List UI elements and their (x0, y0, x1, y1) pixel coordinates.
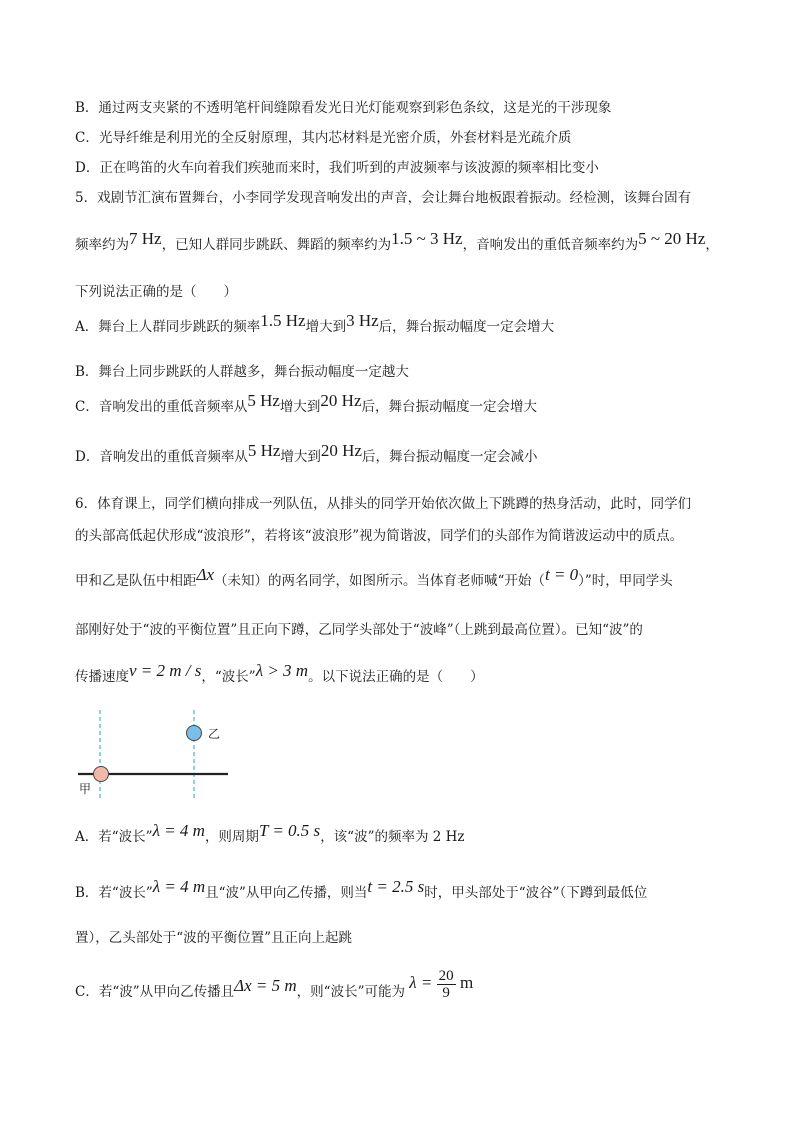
q6-text: （未知）的两名同学，如图所示。当体育老师喊“开始（ (214, 573, 545, 589)
yi-ball (187, 726, 202, 741)
q5-text: D．音响发出的重低音频率从 (75, 449, 248, 465)
q5-option-c (75, 391, 537, 417)
q5-d-freq-1: 5 Hz (247, 441, 281, 460)
q5-text: 频率约为 (75, 237, 129, 253)
q6-text: ）”时，甲同学头 (578, 573, 673, 589)
q6-text: 且“波”从甲向乙传播，则当 (205, 885, 368, 901)
q5-option-a (75, 311, 555, 337)
q6-stem-1: 6．体育课上，同学们横向排成一列队伍，从排头的同学开始依次做上下跳蹲的热身活动，此时，同学们 (75, 496, 692, 512)
q5-stem-1: 5．戏剧节汇演布置舞台，小李同学发现音响发出的声音，会让舞台地板跟着振动。经检测，该舞台固有 (75, 190, 692, 206)
q5-text: 后，舞台振动幅度一定会增大 (361, 399, 537, 415)
q5-option-b: B．舞台上同步跳跃的人群越多，舞台振动幅度一定越大 (75, 364, 409, 380)
q6-stem-5 (75, 661, 484, 687)
q5-option-d (75, 441, 538, 467)
q6-stem-4: 部刚好处于“波的平衡位置”且正向下蹲，乙同学头部处于“波峰”（上跳到最高位置）。已知“波”的 (75, 622, 643, 638)
q6-text: 甲和乙是队伍中相距 (75, 573, 197, 589)
q6-text: ，则“波长”可能为 (296, 984, 405, 1000)
q6-text: C．若“波”从甲向乙传播且 (75, 984, 235, 1000)
q6-text: 。以下说法正确的是（ ） (308, 669, 484, 685)
q5-d-freq-2: 20 Hz (320, 441, 362, 460)
q6-c-lambda-eq: λ = (409, 973, 433, 992)
q6-text: ，“波长” (201, 669, 256, 685)
q5-stem-2 (75, 229, 719, 255)
q6-b-time: t = 2.5 s (367, 877, 425, 896)
q6-option-c (75, 968, 474, 1009)
q5-text: 增大到 (280, 449, 321, 465)
q6-a-period: T = 0.5 s (258, 821, 321, 840)
q6-text: 传播速度 (75, 669, 129, 685)
q6-a-lambda: λ = 4 m (152, 821, 205, 840)
q5-text: A．舞台上人群同步跳跃的频率 (75, 319, 261, 335)
q5-crowd-freq: 1.5 ~ 3 Hz (391, 229, 463, 248)
q6-text: A．若“波长” (75, 829, 153, 845)
label-jia: 甲 (79, 782, 92, 796)
q5-a-freq-1: 1.5 Hz (260, 311, 306, 330)
q6-option-a (75, 821, 465, 847)
q5-bass-freq: 5 ~ 20 Hz (638, 229, 706, 248)
q6-stem-3 (75, 565, 673, 591)
q6-text: 时，甲头部处于“波谷”（下蹲到最低位 (424, 885, 648, 901)
wave-figure (74, 708, 244, 808)
q6-c-delta-x: Δx = 5 m (234, 976, 297, 995)
q5-text: ，已知人群同步跳跃、舞蹈的频率约为 (161, 237, 392, 253)
q5-stem-3: 下列说法正确的是（ ） (75, 284, 237, 300)
option-b-prev: B．通过两支夹紧的不透明笔杆间缝隙看发光日光灯能观察到彩色条纹，这是光的干涉现象 (75, 100, 612, 116)
q5-text: ，音响发出的重低音频率约为 (462, 237, 639, 253)
q6-t0: t = 0 (544, 565, 579, 584)
q5-text: 后，舞台振动幅度一定会增大 (378, 319, 555, 335)
q6-wavelength-cond: λ > 3 m (255, 661, 309, 680)
q5-text: ， (705, 237, 719, 253)
q5-text: 增大到 (305, 319, 347, 335)
q5-natural-freq: 7 Hz (129, 229, 162, 248)
q5-c-freq-1: 5 Hz (247, 391, 280, 410)
q6-c-unit: m (459, 973, 474, 992)
option-d-prev: D．正在鸣笛的火车向着我们疾驰而来时，我们听到的声波频率与该波源的频率相比变小 (75, 160, 599, 176)
q6-option-b (75, 877, 648, 903)
q6-text: ，该“波”的频率为 2 Hz (320, 829, 465, 845)
q6-c-denominator: 9 (442, 985, 450, 1001)
q6-c-numerator: 20 (438, 968, 454, 984)
q5-text: C．音响发出的重低音频率从 (75, 399, 248, 415)
option-c-prev: C．光导纤维是利用光的全反射原理，其内芯材料是光密介质，外套材料是光疏介质 (75, 130, 572, 146)
q6-text: B．若“波长” (75, 885, 153, 901)
q5-c-freq-2: 20 Hz (320, 391, 362, 410)
q6-option-b-cont: 置），乙头部处于“波的平衡位置”且正向上起跳 (75, 930, 353, 946)
q5-text: 增大到 (279, 399, 321, 415)
q5-text: 后，舞台振动幅度一定会减小 (361, 449, 538, 465)
q6-delta-x: Δx (196, 565, 215, 584)
q6-b-lambda: λ = 4 m (152, 877, 206, 896)
label-yi: 乙 (208, 727, 221, 741)
q6-c-fraction (437, 968, 456, 1001)
jia-ball (94, 767, 109, 782)
q6-text: ，则周期 (204, 829, 259, 845)
q6-stem-2: 的头部高低起伏形成“波浪形”，若将该“波浪形”视为简谐波，同学们的头部作为简谐波运动中的质点。 (75, 528, 684, 544)
q5-a-freq-2: 3 Hz (346, 311, 379, 330)
q6-velocity: v = 2 m / s (129, 661, 202, 680)
